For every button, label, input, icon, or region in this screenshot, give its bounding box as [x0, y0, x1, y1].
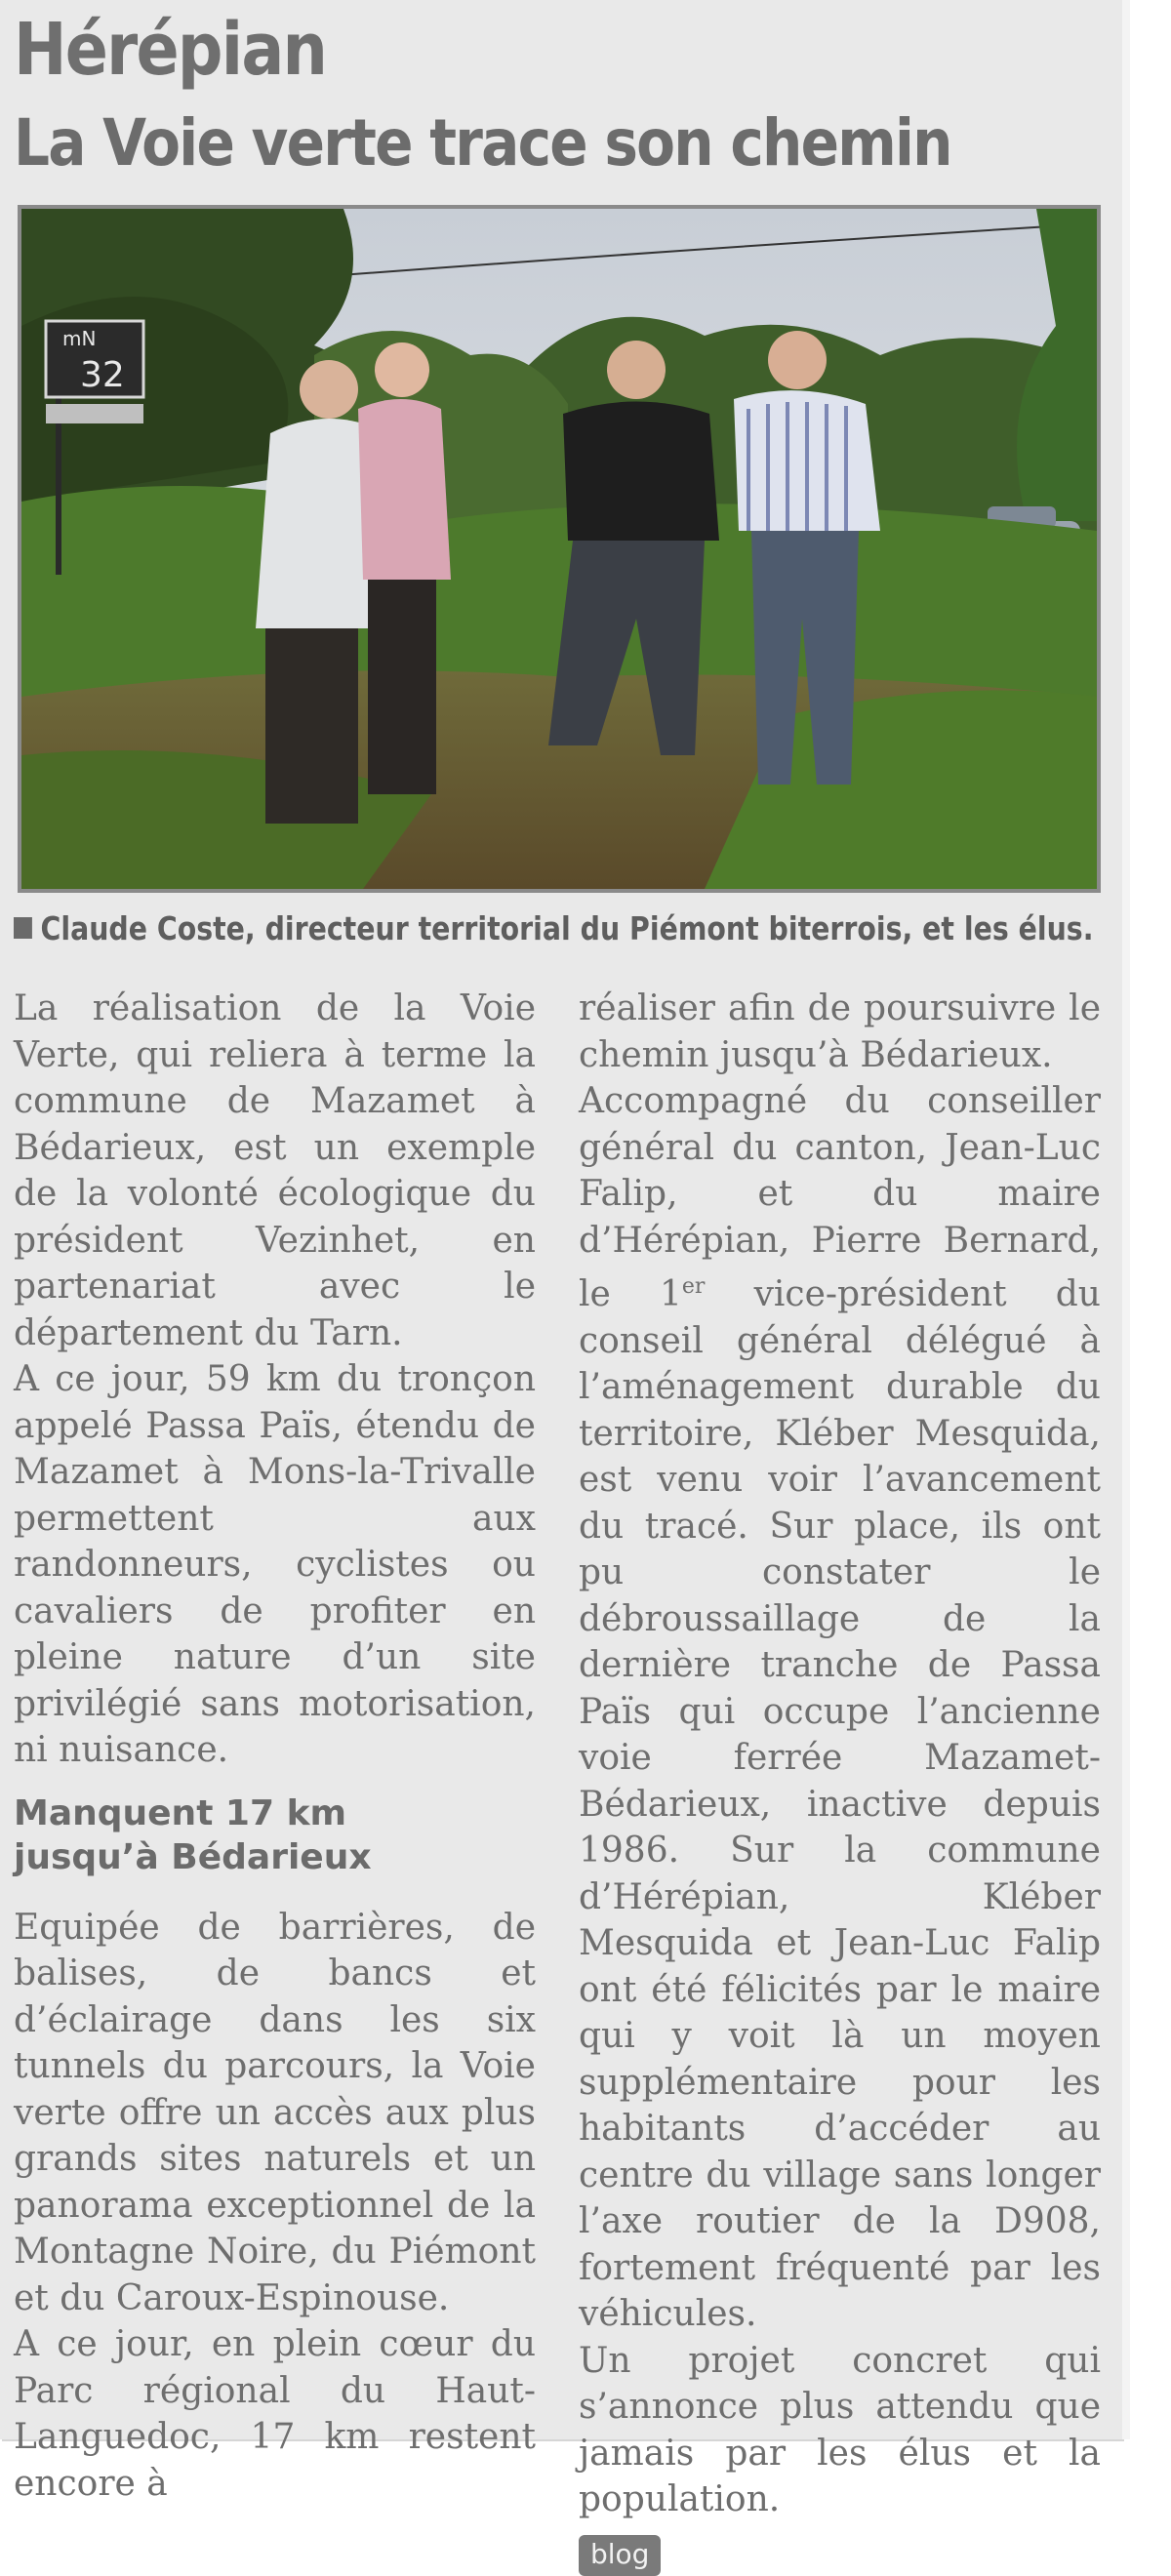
- sign-number-text: 32: [80, 355, 125, 395]
- article-headline: La Voie verte trace son chemin: [14, 105, 951, 181]
- photo-caption: [14, 909, 1094, 947]
- article-kicker: Hérépian: [14, 8, 327, 92]
- paragraph: La réalisation de la Voie Verte, qui reliera à terme la commune de Mazamet à Bédarieux, est un exemple de la volonté écologique du président Vezinhet, en partenariat avec le département du Tarn.: [14, 988, 536, 1353]
- ordinal-superscript: er: [681, 1274, 706, 1299]
- blog-badge: blog: [579, 2535, 661, 2576]
- paragraph: A ce jour, en plein cœur du Parc régional du Haut-Languedoc, 17 km restent encore à: [14, 2324, 536, 2504]
- photo-illustration: [21, 209, 1097, 889]
- subheading-line: jusqu’à Bédarieux: [14, 1836, 372, 1877]
- paragraph: Un projet concret qui s’annonce plus attendu que jamais par les élus et la population.: [579, 2340, 1101, 2519]
- caption-text: Claude Coste, directeur territorial du Piémont biterrois, et les élus.: [40, 909, 1094, 947]
- paragraph-text: Accompagné du conseiller général du canton, Jean-Luc Falip, et du maire d’Hérépian, Pierre Bernard, le 1: [579, 1081, 1101, 1314]
- paragraph: [579, 1078, 1101, 2338]
- left-column: [14, 986, 536, 2507]
- article-photo: [18, 205, 1101, 893]
- subheading: [14, 1791, 536, 1879]
- paragraph: réaliser afin de poursuivre le chemin jusqu’à Bédarieux.: [579, 988, 1101, 1075]
- paragraph-text: vice-président du conseil général délégué à l’aménagement durable du territoire, Kléber Mesquida, est venu voir l’avancement du tracé. Sur place, ils ont pu constater le débroussaillage de la dernière tranche de Passa Païs qui occupe l’ancienne voie ferrée Mazamet-Bédarieux, inactive depuis 1986. Sur la commune d’Hérépian, Kléber Mesquida et Jean-Luc Falip ont été félicités par le maire qui y voit là un moyen supplémentaire pour les habitants d’accéder au centre du village sans longer l’axe routier de la D908, fortement fréquenté par les véhicules.: [579, 1274, 1101, 2334]
- paragraph: A ce jour, 59 km du tronçon appelé Passa Païs, étendu de Mazamet à Mons-la-Trivalle permettent aux randonneurs, cyclistes ou cavaliers de profiter en pleine nature d’un site privilégié sans motorisation, ni nuisance.: [14, 1359, 536, 1770]
- caption-square-icon: [14, 917, 32, 939]
- right-column: [579, 986, 1101, 2576]
- subheading-line: Manquent 17 km: [14, 1792, 347, 1833]
- sign-top-text: mN: [62, 327, 97, 350]
- paragraph: Equipée de barrières, de balises, de bancs et d’éclairage dans les six tunnels du parcours, la Voie verte offre un accès aux plus grands sites naturels et un panorama exceptionnel de la Montagne Noire, du Piémont et du Caroux-Espinouse.: [14, 1907, 536, 2318]
